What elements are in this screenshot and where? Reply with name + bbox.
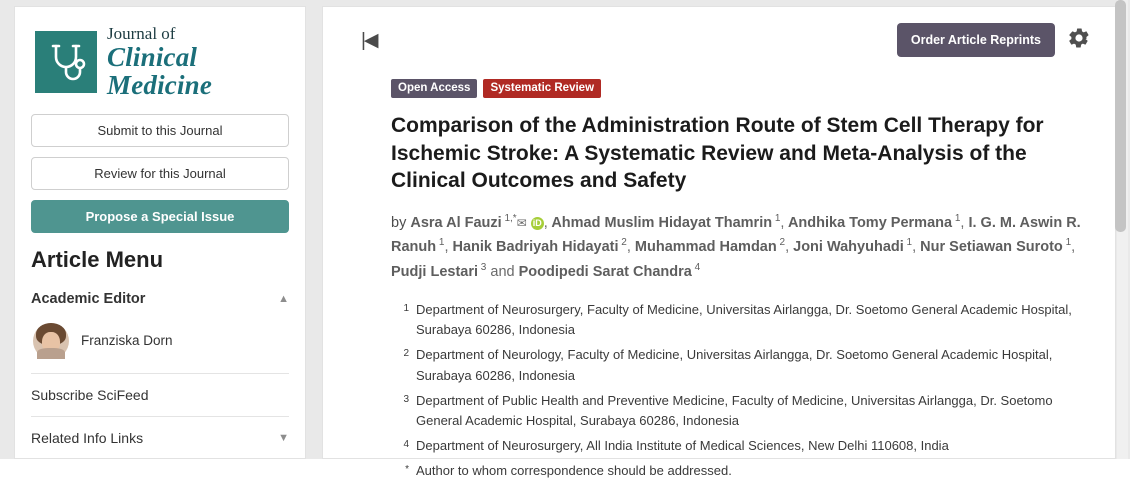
affiliation-text: Department of Public Health and Preventive Medicine, Faculty of Medicine, Universitas Airlangga, Dr. Soetomo General Academic Hospital, Surabaya 60286, Indonesia xyxy=(416,392,1053,428)
affiliation-item xyxy=(399,300,1089,340)
affiliation-text: Department of Neurosurgery, Faculty of Medicine, Universitas Airlangga, Dr. Soetomo General Academic Hospital, Surabaya 60286, Indonesia xyxy=(416,302,1072,338)
article-menu-title: Article Menu xyxy=(31,246,164,272)
author-name[interactable]: Nur Setiawan Suroto xyxy=(916,239,1063,256)
author-separator: , xyxy=(912,239,917,256)
affiliation-marker: 3 xyxy=(403,393,409,405)
author-affiliation-marker: 2 xyxy=(776,237,786,249)
author-separator: , xyxy=(626,239,631,256)
author-affiliation-marker: 1 xyxy=(952,213,961,225)
email-icon[interactable]: ✉ xyxy=(516,215,527,230)
stethoscope-icon xyxy=(35,31,97,93)
submit-to-journal-button[interactable]: Submit to this Journal xyxy=(31,114,289,147)
order-article-reprints-button[interactable]: Order Article Reprints xyxy=(897,23,1055,57)
collapse-left-icon[interactable]: |◀ xyxy=(361,30,377,51)
author-name[interactable]: Poodipedi Sarat Chandra xyxy=(518,263,692,280)
author-affiliation-marker: 1 xyxy=(436,237,445,249)
propose-special-issue-button[interactable]: Propose a Special Issue xyxy=(31,200,289,233)
status-badge-systematic-review: Systematic Review xyxy=(483,79,601,98)
page-title: Comparison of the Administration Route of Stem Cell Therapy for Ischemic Stroke: A Systematic Review and Meta-Analysis of the Clinical Outcomes and Safety xyxy=(391,114,1044,193)
academic-editor-section[interactable] xyxy=(31,281,289,317)
sidebar xyxy=(14,6,306,459)
chevron-up-icon[interactable]: ▲ xyxy=(278,292,289,305)
affiliation-item xyxy=(399,436,1089,456)
author-affiliation-marker: 3 xyxy=(478,261,487,273)
page-scrollbar-thumb[interactable] xyxy=(1115,0,1126,232)
affiliation-marker: 2 xyxy=(403,348,409,360)
journal-logo[interactable] xyxy=(31,21,289,114)
sidebar-item-subscribe-scifeed[interactable] xyxy=(31,373,289,416)
affiliation-item xyxy=(399,461,1089,481)
sidebar-item-label: Related Info Links xyxy=(31,429,144,446)
page-scrollbar-track[interactable] xyxy=(1117,0,1128,459)
author-separator: , xyxy=(1071,239,1076,256)
author-affiliation-marker: 1 xyxy=(1062,237,1072,249)
author-separator: , xyxy=(444,239,449,256)
affiliation-text: Author to whom correspondence should be addressed. xyxy=(416,463,732,479)
journal-name-line1: Journal of xyxy=(107,24,176,43)
avatar xyxy=(33,323,69,359)
orcid-icon[interactable]: iD xyxy=(532,217,542,228)
affiliation-item xyxy=(399,345,1089,385)
author-list xyxy=(391,211,1091,284)
author-affiliation-marker: 1,* xyxy=(501,213,517,225)
author-name[interactable]: Asra Al Fauzi xyxy=(410,214,502,231)
author-affiliation-marker: 4 xyxy=(691,261,701,273)
toolbar-actions xyxy=(897,23,1091,57)
article-toolbar xyxy=(347,23,1091,63)
chevron-down-icon[interactable]: ▼ xyxy=(278,431,289,444)
gear-icon[interactable] xyxy=(1067,26,1091,55)
affiliation-text: Department of Neurology, Faculty of Medicine, Universitas Airlangga, Dr. Soetomo General Academic Hospital, Surabaya 60286, Indonesia xyxy=(416,347,1053,383)
affiliation-item xyxy=(399,391,1089,431)
author-affiliation-marker: 1 xyxy=(903,237,913,249)
author-name[interactable]: Hanik Badriyah Hidayati xyxy=(448,239,619,256)
review-for-journal-button[interactable]: Review for this Journal xyxy=(31,157,289,190)
sidebar-item-label: Subscribe SciFeed xyxy=(31,386,149,403)
author-name[interactable]: Andhika Tomy Permana xyxy=(784,214,953,231)
status-badge-open-access: Open Access xyxy=(391,79,477,98)
author-name[interactable]: Muhammad Hamdan xyxy=(630,239,777,256)
academic-editor-name[interactable]: Franziska Dorn xyxy=(81,333,173,349)
author-name[interactable]: Ahmad Muslim Hidayat Thamrin xyxy=(547,214,773,231)
author-name[interactable]: Pudji Lestari xyxy=(391,263,479,280)
affiliation-text: Department of Neurosurgery, All India Institute of Medical Sciences, New Delhi 110608, India xyxy=(416,437,949,453)
journal-name-line2: Clinical Medicine xyxy=(107,41,213,101)
author-separator: , xyxy=(785,239,790,256)
affiliation-list xyxy=(399,300,1089,481)
by-label: by xyxy=(391,214,407,231)
author-separator: , xyxy=(960,214,965,231)
sidebar-item-related-info-links[interactable] xyxy=(31,416,289,459)
article-badges xyxy=(391,79,1091,98)
author-name[interactable]: Joni Wahyuhadi xyxy=(789,239,904,256)
affiliation-marker: 4 xyxy=(403,438,409,450)
affiliation-marker: 1 xyxy=(403,303,409,315)
academic-editor-entry[interactable] xyxy=(31,317,289,373)
authors-slot xyxy=(391,215,1081,280)
article-panel xyxy=(322,6,1116,479)
author-separator: and xyxy=(486,263,519,280)
author-separator: , xyxy=(780,214,785,231)
author-separator: , xyxy=(543,214,548,231)
author-name[interactable]: I. G. M. Aswin R. Ranuh xyxy=(391,214,1081,256)
author-affiliation-marker: 2 xyxy=(618,237,627,249)
author-affiliation-marker: 1 xyxy=(772,213,781,225)
affiliation-marker: * xyxy=(405,464,409,476)
academic-editor-label: Academic Editor xyxy=(31,290,146,307)
